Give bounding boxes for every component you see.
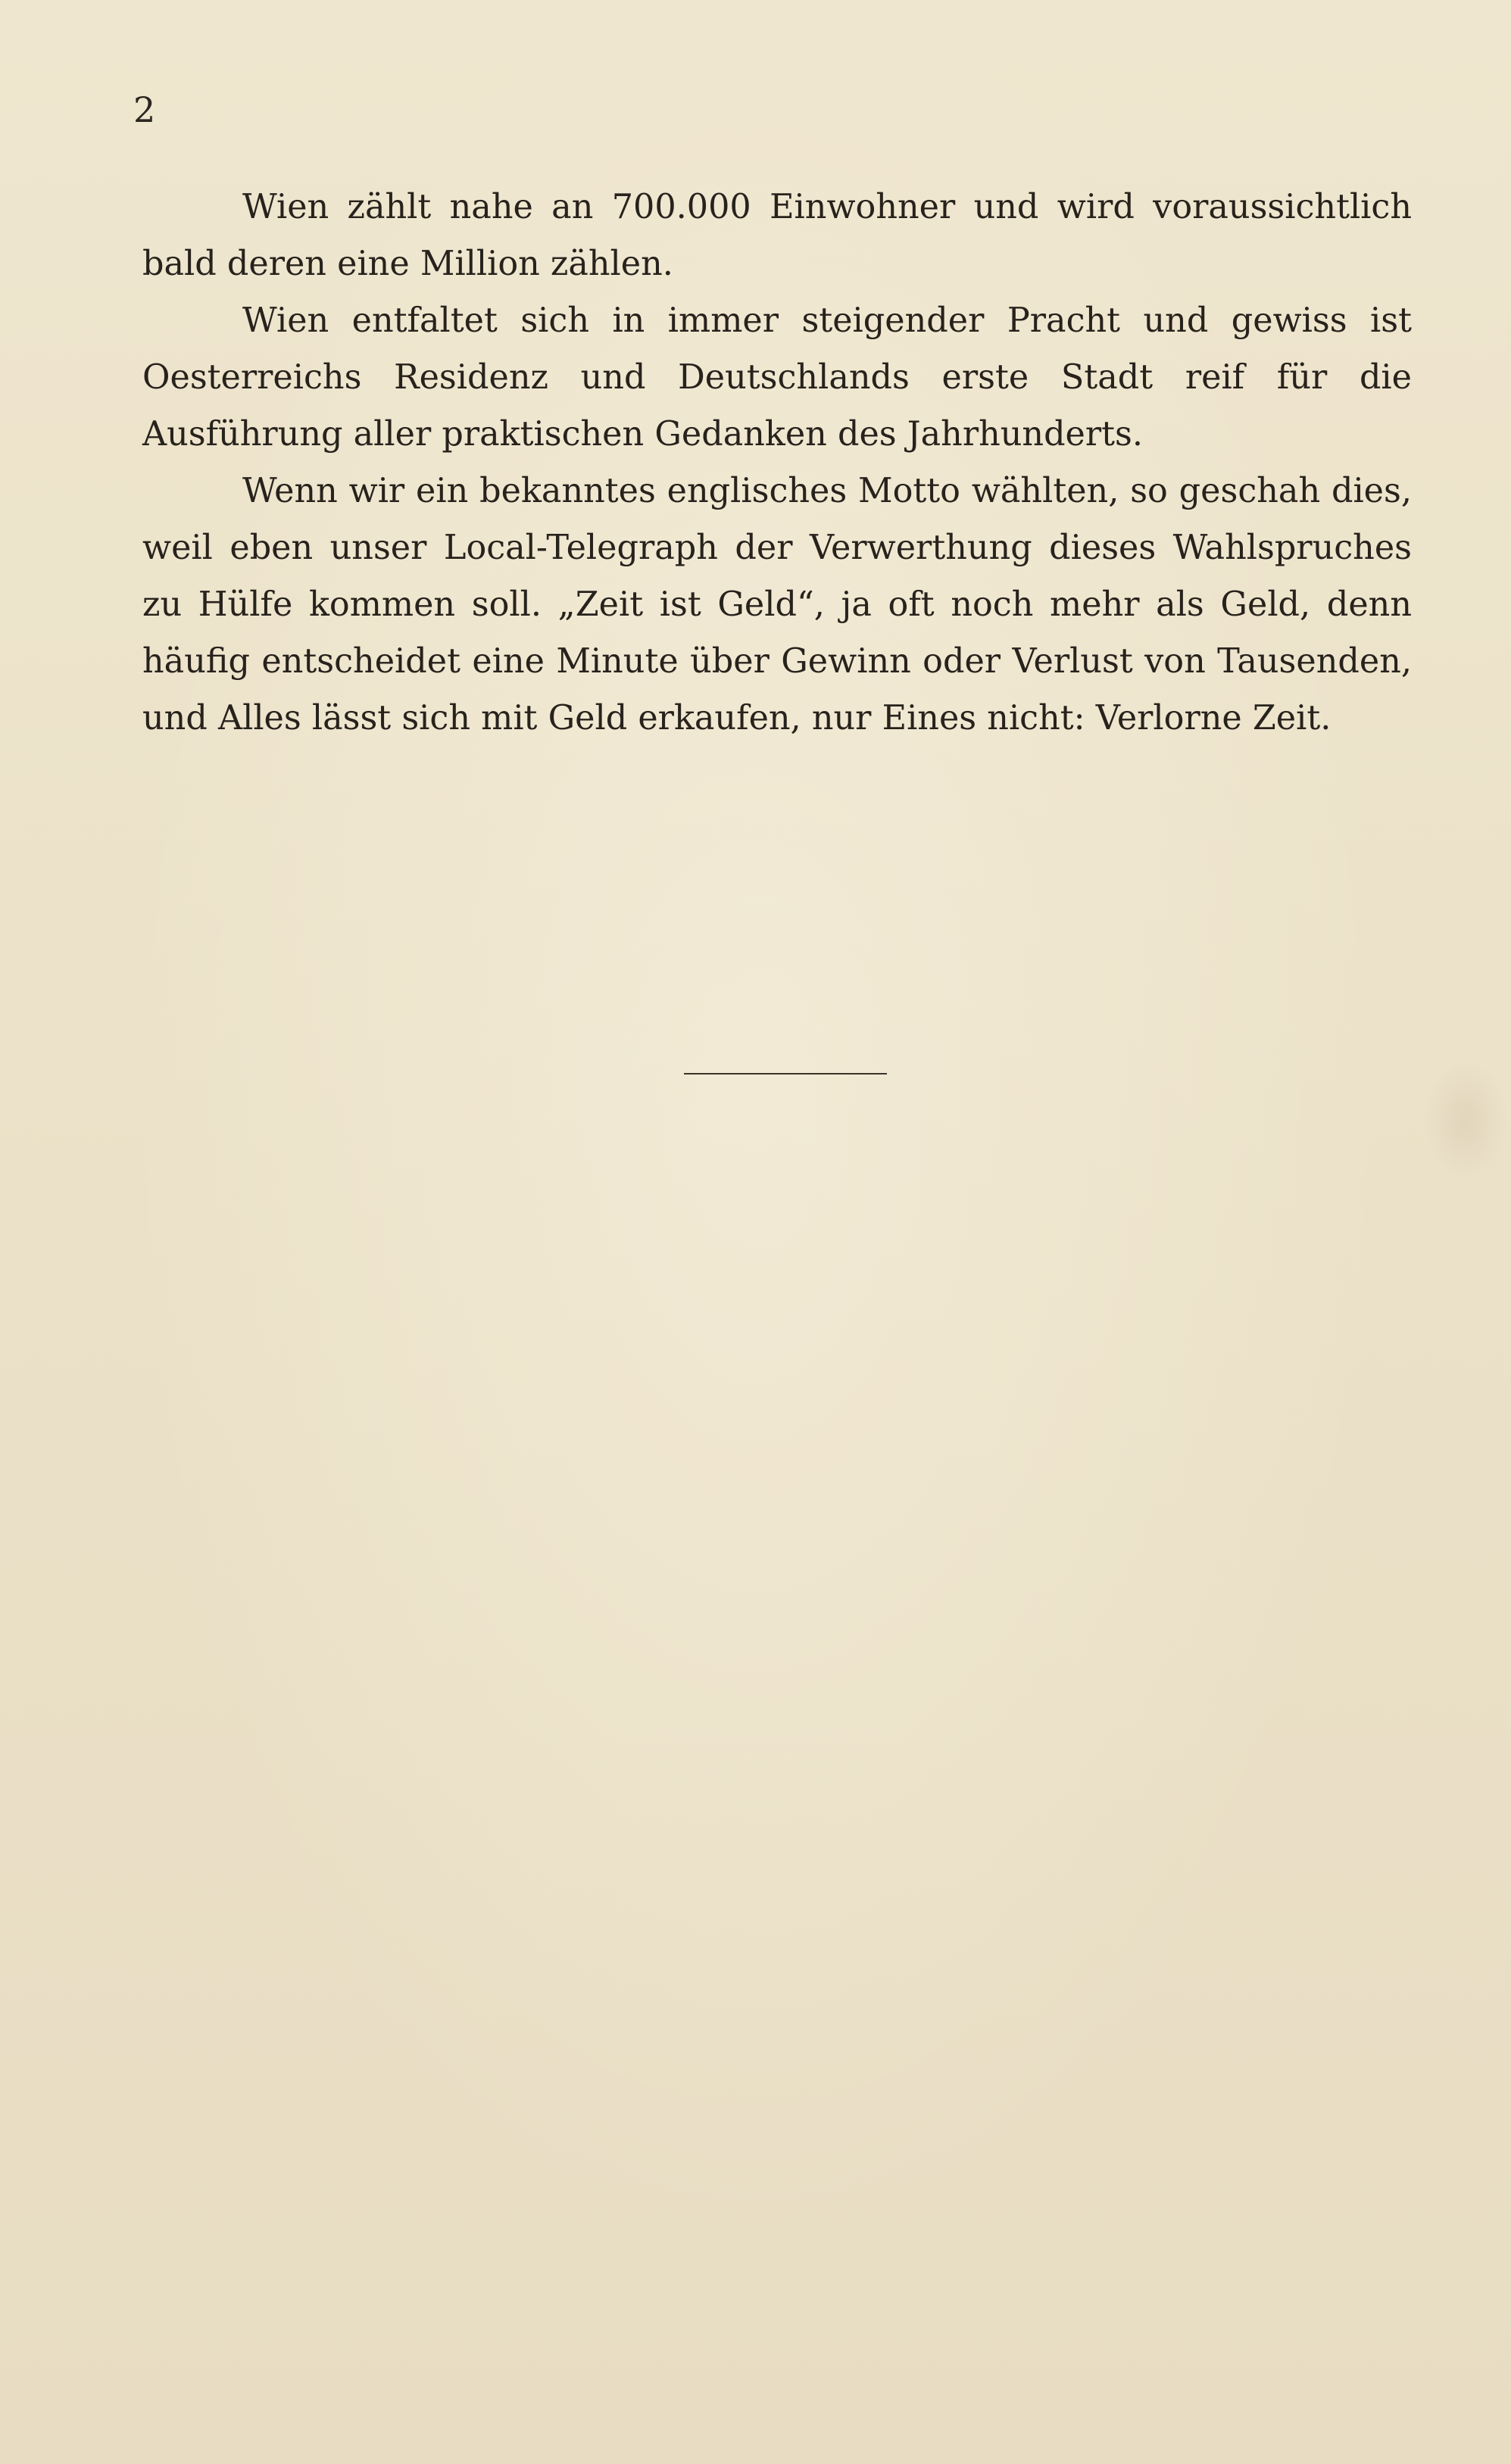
body-text xyxy=(142,179,1412,747)
section-divider-rule xyxy=(684,1073,887,1074)
paragraph-2: Wien entfaltet sich in immer steigender Pracht und gewiss ist Oesterreichs Residenz und Deutschlands erste Stadt reif für die Ausführung aller praktischen Gedanken des Jahrhunderts. xyxy=(142,301,1412,454)
paragraph-1: Wien zählt nahe an 700.000 Einwohner und wird voraussichtlich bald deren eine Million zählen. xyxy=(142,188,1412,283)
paragraph-3: Wenn wir ein bekanntes englisches Motto wählten, so geschah dies, weil eben unser Local-Telegraph der Verwerthung dieses Wahlspruches zu Hülfe kommen soll. „Zeit ist Geld“, ja oft noch mehr als Geld, denn häufig entscheidet eine Minute über Gewinn oder Verlust von Tausenden, und Alles lässt sich mit Geld erkaufen, nur Eines nicht: Verlorne Zeit. xyxy=(142,472,1412,738)
paper-stain xyxy=(1424,1060,1507,1181)
page-number: 2 xyxy=(133,89,156,130)
